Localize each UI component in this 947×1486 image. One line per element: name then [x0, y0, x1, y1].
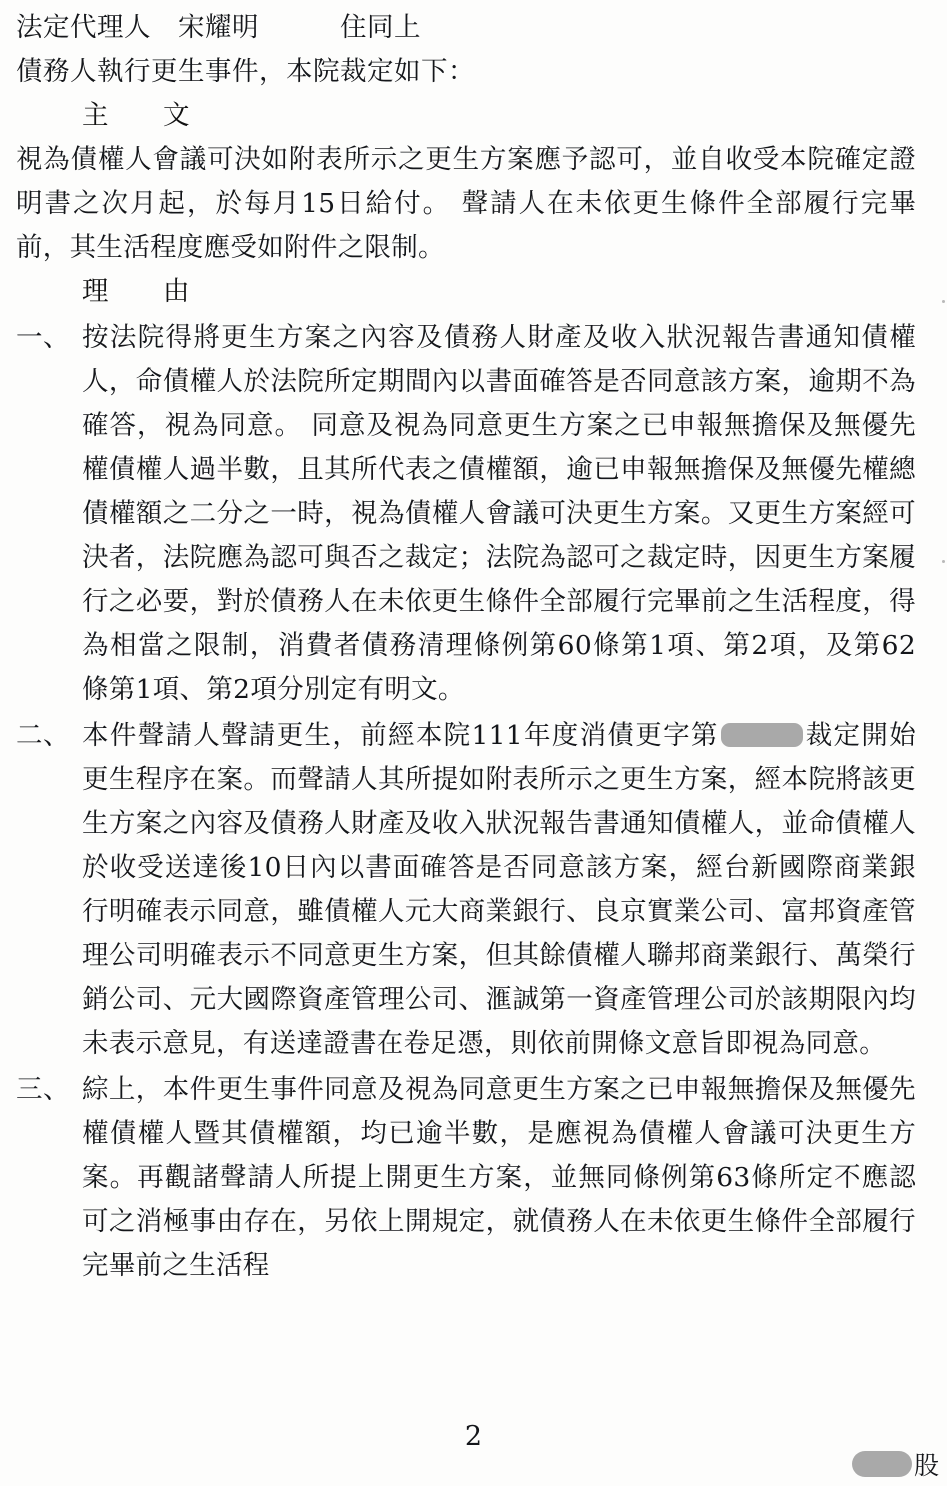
reason-item-2-text-before: 本件聲請人聲請更生，前經本院111年度消債更字第	[82, 720, 719, 751]
reason-item-2-text-after: 裁定開始更生程序在案。而聲請人其所提如附表所示之更生方案，經本院將該更生方案之內容及債務人財產及收入狀況報告書通知債權人，並命債權人於收受送達後10日內以書面確答是否同意該方案，經台新國際商業銀行明確表示同意，雖債權人元大商業銀行、良京實業公司、富邦資產管理公司明確表示不同意更生方案，但其餘債權人聯邦商業銀行、萬榮行銷公司、元大國際資產管理公司、滙誠第一資產管理公司於該期限內均未表示意見，有送達證書在卷足憑，則依前開條文意旨即視為同意。	[82, 720, 916, 1059]
corner-stamp-char: 股	[913, 1451, 939, 1480]
header-line-2: 債務人執行更生事件，本院裁定如下：	[16, 56, 475, 87]
page-number: 2	[464, 1421, 483, 1452]
header-line-1: 法定代理人 宋耀明 住同上	[16, 12, 421, 43]
reason-item-1	[16, 316, 943, 712]
section-heading-main: 主 文	[82, 100, 204, 131]
reason-item-1-text-part: 按法院得將更生方案之內容及債務人財產及收入狀況報告書通知債權人，命債權人於法院所定期間內以書面確答是否同意該方案，逾期不為確答，視為同意。 同意及視為同意更生方案之已申報無擔保及無優先權債權人過半數，且其所代表之債權額，逾已申報無擔保及無優先權總債權額之二分之一時，視為債權人會議可決更生方案。又更生方案經可決者，法院應為認可與否之裁定；法院為認可之裁定時，因更生方案履行之必要，對於債務人在未依更生條件全部履行完畢前之生活程度，得為相當之限制，消費者債務清理條例第60條第1項、第2項，及第62 條第1項、第2項分別定有明文。	[82, 322, 943, 705]
corner-redaction-blob	[852, 1451, 912, 1477]
redaction-block	[721, 723, 803, 747]
reason-item-3-number: 三、	[16, 1074, 70, 1105]
reason-item-3	[16, 1068, 916, 1288]
document-body	[16, 6, 943, 1288]
reason-item-3-text	[82, 1068, 916, 1288]
reason-item-2-text	[82, 714, 916, 1066]
section-heading-reason: 理 由	[82, 276, 204, 307]
reason-item-1-number: 一、	[16, 322, 70, 353]
scan-speck	[942, 560, 945, 563]
reason-item-1-text	[82, 316, 943, 712]
reason-item-2	[16, 714, 916, 1066]
reason-item-3-text-part: 綜上，本件更生事件同意及視為同意更生方案之已申報無擔保及無優先權債權人暨其債權額，均已逾半數，是應視為債權人會議可決更生方案。再觀諸聲請人所提上開更生方案，並無同條例第63條所定不應認可之消極事由存在，另依上開規定，就債務人在未依更生條件全部履行完畢前之生活程	[82, 1074, 916, 1281]
corner-stamp	[852, 1446, 939, 1482]
scan-speck	[942, 300, 945, 303]
reason-item-2-number: 二、	[16, 720, 70, 751]
main-text: 視為債權人會議可決如附表所示之更生方案應予認可，並自收受本院確定證明書之次月起，於每月15日給付。 聲請人在未依更生條件全部履行完畢前，其生活程度應受如附件之限制。	[16, 144, 916, 263]
